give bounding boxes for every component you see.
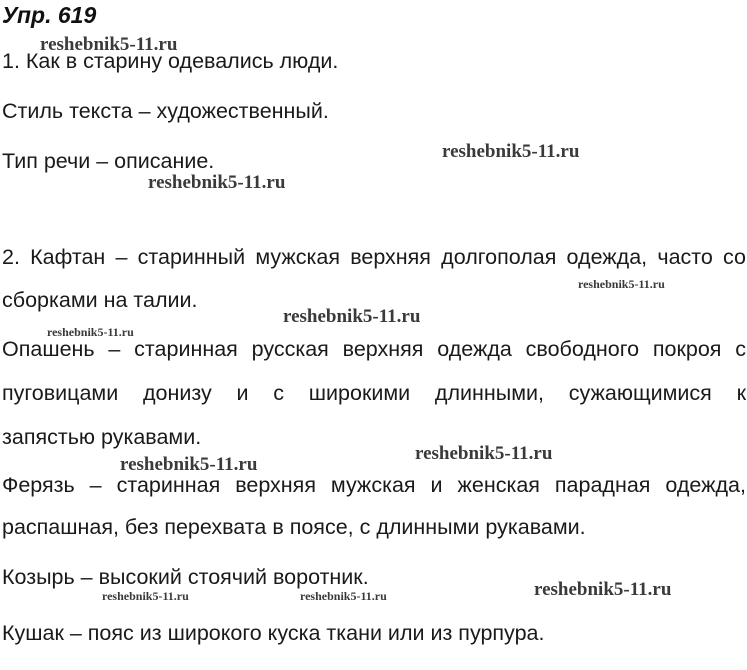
watermark: reshebnik5-11.ru [534, 579, 672, 600]
opashen-line-2: пуговицами донизу и с широкими длинными, сужающимися к [2, 381, 746, 405]
watermark: reshebnik5-11.ru [120, 454, 258, 475]
watermark: reshebnik5-11.ru [148, 172, 286, 193]
exercise-title: Упр. 619 [2, 2, 97, 28]
watermark: reshebnik5-11.ru [283, 306, 421, 327]
opashen-line-3: запястью рукавами. [2, 425, 202, 449]
kaftan-line-1: 2. Кафтан – старинный мужская верхняя долгополая одежда, часто со [2, 245, 746, 269]
kozyr-line: Козырь – высокий стоячий воротник. [2, 565, 369, 589]
ferez-line-1: Ферязь – старинная верхняя мужская и женская парадная одежда, [2, 473, 746, 497]
watermark: reshebnik5-11.ru [300, 589, 387, 603]
text-heading: 1. Как в старину одевались люди. [2, 49, 339, 73]
watermark: reshebnik5-11.ru [442, 141, 580, 162]
ferez-line-2: распашная, без перехвата в поясе, с длинными рукавами. [2, 515, 586, 539]
text-speech-type: Тип речи – описание. [2, 149, 215, 173]
kaftan-line-2: сборками на талии. [2, 288, 198, 312]
watermark: reshebnik5-11.ru [102, 589, 189, 603]
kushak-line: Кушак – пояс из широкого куска ткани или из пурпура. [2, 621, 545, 645]
watermark: reshebnik5-11.ru [578, 277, 665, 291]
watermark: reshebnik5-11.ru [415, 443, 553, 464]
text-style: Стиль текста – художественный. [2, 99, 329, 123]
opashen-line-1: Опашень – старинная русская верхняя одежда свободного покроя с [2, 337, 746, 361]
watermark: reshebnik5-11.ru [47, 325, 134, 339]
watermark: reshebnik5-11.ru [40, 34, 178, 55]
